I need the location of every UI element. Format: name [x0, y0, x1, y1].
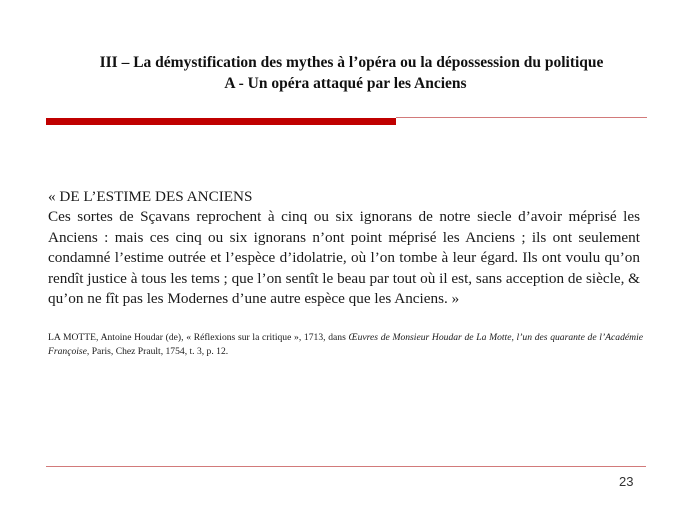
citation-prefix: LA MOTTE, Antoine Houdar (de), « Réflexions sur la critique », 1713, dans: [48, 332, 349, 343]
page-number: 23: [619, 474, 634, 489]
accent-rule: [396, 117, 647, 118]
title-line-2: A - Un opéra attaqué par les Anciens: [224, 75, 467, 92]
citation: [48, 331, 643, 358]
title-line-1: III – La démystification des mythes à l’opéra ou la dépossession du politique: [99, 54, 604, 71]
slide-title: [0, 52, 689, 94]
footer-rule: [46, 466, 646, 467]
quote-heading: « DE L’ESTIME DES ANCIENS: [48, 188, 253, 205]
accent-bar: [46, 118, 396, 125]
quote-block: [48, 187, 640, 309]
quote-text: Ces sortes de Sçavans reprochent à cinq ou six ignorans de notre siecle d’avoir méprisé les Anciens : mais ces cinq ou six ignorans n’ont point méprisé les Anciens ; ils ont seulement condamné l’estime outrée et l’espèce d’idolatrie, où l’on tombe à leur égard. Ils ont voulu qu’on rendît justice à tous les tems ; que l’on sentît le beau par tout où il est, sans acception de siècle, & qu’on ne fît pas les Modernes d’une autre espèce que les Anciens. »: [48, 208, 640, 308]
citation-work-title: Œuvres de Monsieur Houdar de La Motte, l’un des quarante de l’Académie Françoise: [48, 332, 643, 357]
citation-suffix: , Paris, Chez Prault, 1754, t. 3, p. 12.: [86, 345, 229, 357]
